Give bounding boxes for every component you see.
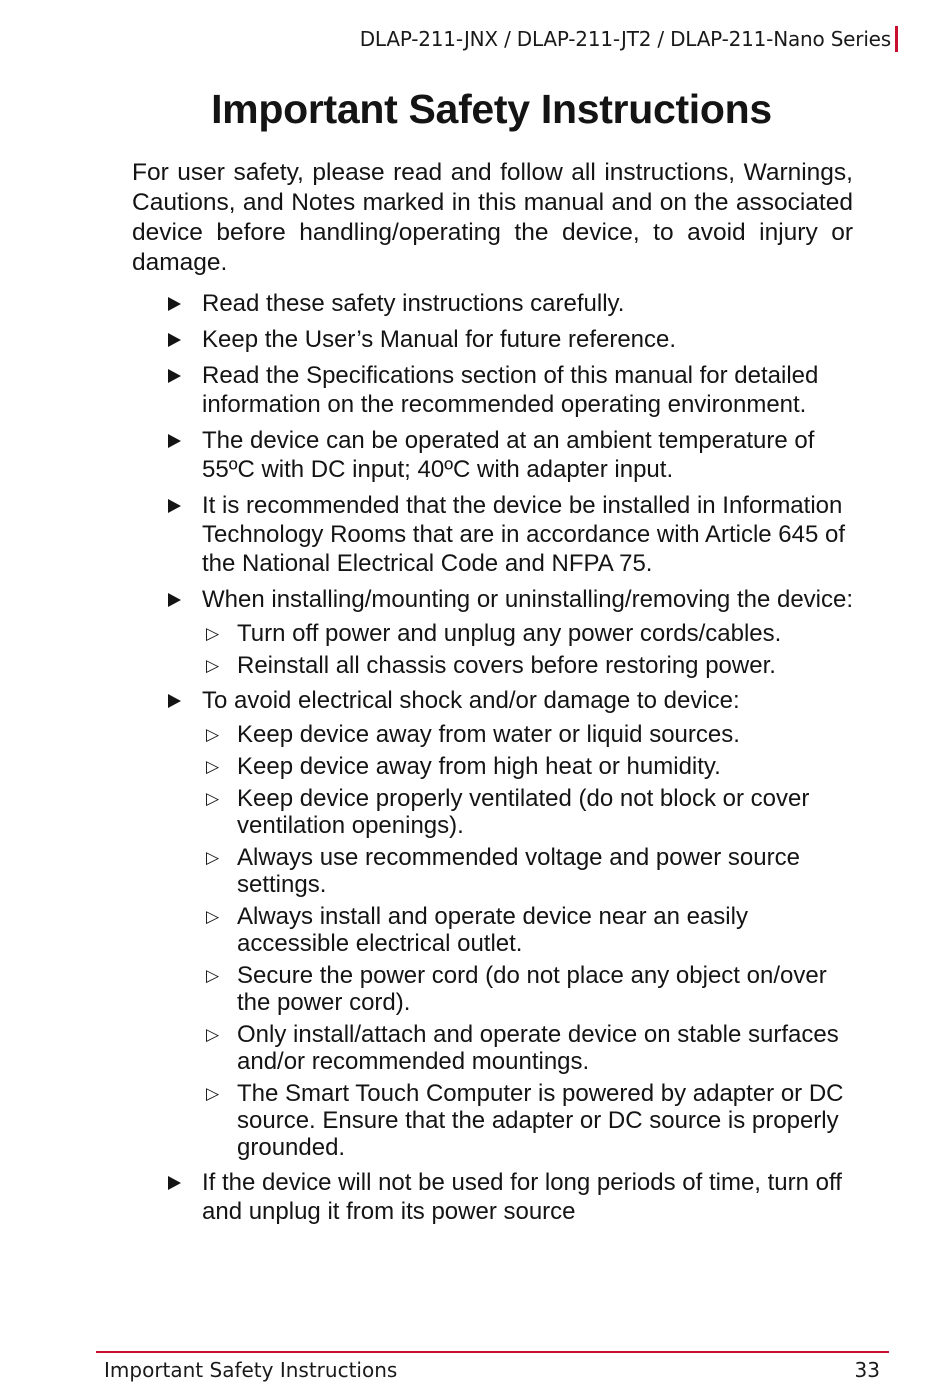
- hollow-triangle-bullet-icon: ▷: [206, 848, 220, 867]
- list-item-text: Read these safety instructions carefully.: [202, 290, 625, 317]
- triangle-bullet-icon: [168, 593, 181, 607]
- sub-list-item: [202, 1021, 864, 1075]
- sub-list-item-text: Reinstall all chassis covers before restoring power.: [237, 652, 776, 679]
- hollow-triangle-bullet-icon: ▷: [206, 624, 220, 643]
- list-item-text: The device can be operated at an ambient temperature of 55ºC with DC input; 40ºC with adapter input.: [202, 427, 815, 483]
- hollow-triangle-bullet-icon: ▷: [206, 966, 220, 985]
- header-accent-bar: [895, 26, 898, 52]
- sub-list-item-text: Always use recommended voltage and power source settings.: [237, 844, 800, 898]
- list-item: [164, 491, 864, 578]
- sub-list-item: [202, 903, 864, 957]
- triangle-bullet-icon: [168, 333, 181, 347]
- list-item-text: Keep the User’s Manual for future reference.: [202, 326, 677, 353]
- hollow-triangle-bullet-icon: ▷: [206, 656, 220, 675]
- triangle-bullet-icon: [168, 1176, 181, 1190]
- hollow-triangle-bullet-icon: ▷: [206, 725, 220, 744]
- sub-list-item: [202, 785, 864, 839]
- hollow-triangle-bullet-icon: ▷: [206, 1084, 220, 1103]
- list-item-text: Read the Specifications section of this manual for detailed information on the recommended operating environment.: [202, 362, 819, 418]
- sub-list-item: [202, 721, 864, 748]
- list-item: [164, 361, 864, 419]
- sub-list-item: [202, 962, 864, 1016]
- triangle-bullet-icon: [168, 369, 181, 383]
- triangle-bullet-icon: [168, 499, 181, 513]
- list-item: [164, 1168, 864, 1226]
- page-title: Important Safety Instructions: [211, 86, 772, 132]
- list-item: [164, 289, 864, 318]
- list-item: [164, 426, 864, 484]
- sub-list-item: [202, 620, 864, 647]
- sub-list-item-text: Keep device away from water or liquid sources.: [237, 721, 740, 748]
- list-item-text: When installing/mounting or uninstalling/removing the device:: [202, 586, 854, 613]
- intro-paragraph: For user safety, please read and follow all instructions, Warnings, Cautions, and Notes marked in this manual and on the associated device before handling/operating the device, to avoid injury or damage.: [132, 159, 853, 276]
- sub-list: [202, 721, 864, 1161]
- page-header: [360, 26, 898, 52]
- series-title: DLAP-211-JNX / DLAP-211-JT2 / DLAP-211-Nano Series: [359, 27, 891, 51]
- sub-list-item: [202, 844, 864, 898]
- triangle-bullet-icon: [168, 694, 181, 708]
- safety-list: [164, 289, 864, 1233]
- list-item: [164, 585, 864, 679]
- footer-divider: [96, 1351, 889, 1353]
- sub-list-item-text: Keep device properly ventilated (do not block or cover ventilation openings).: [237, 785, 810, 839]
- hollow-triangle-bullet-icon: ▷: [206, 907, 220, 926]
- sub-list-item: [202, 753, 864, 780]
- footer-section-title: Important Safety Instructions: [104, 1358, 398, 1382]
- hollow-triangle-bullet-icon: ▷: [206, 789, 220, 808]
- sub-list-item-text: Only install/attach and operate device on stable surfaces and/or recommended mountings.: [237, 1021, 839, 1075]
- list-item-text: If the device will not be used for long periods of time, turn off and unplug it from its power source: [202, 1169, 842, 1225]
- page-number: 33: [854, 1358, 880, 1382]
- hollow-triangle-bullet-icon: ▷: [206, 757, 220, 776]
- triangle-bullet-icon: [168, 297, 181, 311]
- sub-list-item-text: The Smart Touch Computer is powered by adapter or DC source. Ensure that the adapter or DC source is properly grounded.: [237, 1080, 844, 1161]
- sub-list-item-text: Secure the power cord (do not place any object on/over the power cord).: [237, 962, 827, 1016]
- list-item: [164, 325, 864, 354]
- list-item-text: To avoid electrical shock and/or damage to device:: [202, 687, 740, 714]
- sub-list-item-text: Keep device away from high heat or humidity.: [237, 753, 721, 780]
- hollow-triangle-bullet-icon: ▷: [206, 1025, 220, 1044]
- sub-list: [202, 620, 864, 679]
- sub-list-item: [202, 652, 864, 679]
- sub-list-item-text: Always install and operate device near an easily accessible electrical outlet.: [237, 903, 748, 957]
- list-item: [164, 686, 864, 1161]
- sub-list-item: [202, 1080, 864, 1161]
- triangle-bullet-icon: [168, 434, 181, 448]
- sub-list-item-text: Turn off power and unplug any power cords/cables.: [237, 620, 782, 647]
- list-item-text: It is recommended that the device be installed in Information Technology Rooms that are in accordance with Article 645 of the National Electrical Code and NFPA 75.: [202, 492, 846, 577]
